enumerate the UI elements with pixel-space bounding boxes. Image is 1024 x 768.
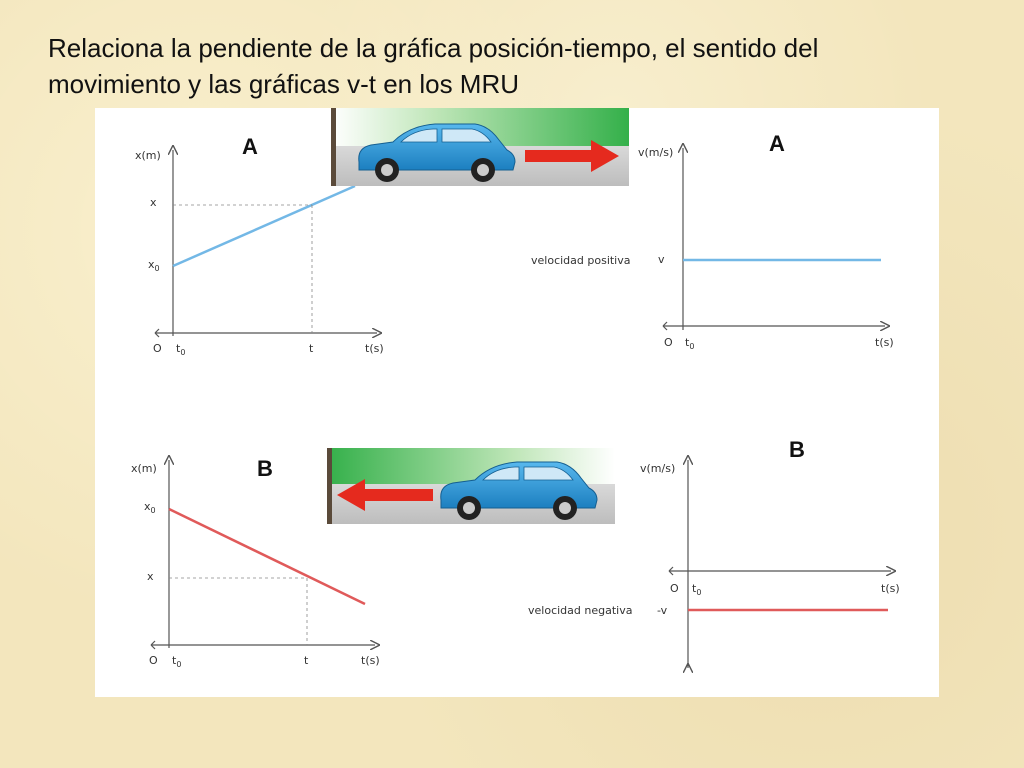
vt-b-origin: O [670, 582, 679, 595]
vt-b-y-label: v(m/s) [640, 462, 676, 475]
vt-b-letter: B [789, 437, 805, 462]
xt-b-x0-tick: $x_0$ [144, 500, 156, 515]
xt-a-x-tick: x [150, 196, 157, 209]
slide-title [48, 30, 998, 102]
car-picture-a [331, 108, 629, 186]
xt-b-y-label: x(m) [131, 462, 157, 475]
xt-b-x-label: t(s) [361, 654, 380, 667]
title-line-2: movimiento y las gráficas v-t en los MRU [48, 69, 520, 99]
xt-b-origin: O [149, 654, 158, 667]
xt-b-x-tick: x [147, 570, 154, 583]
title-line-1: Relaciona la pendiente de la gráfica posición-tiempo, el sentido del [48, 33, 819, 63]
figure-svg [95, 108, 939, 697]
car-picture-b [327, 448, 615, 524]
vt-b-caption: velocidad negativa [528, 604, 633, 617]
xt-b-t0-tick: $t_0$ [172, 654, 182, 669]
xt-a-t0-tick: $t_0$ [176, 342, 186, 357]
vt-a-letter: A [769, 131, 785, 156]
vt-a-caption: velocidad positiva [531, 254, 631, 267]
vt-a-t0-tick: $t_0$ [685, 336, 695, 351]
xt-a-t-tick: t [309, 342, 314, 355]
xt-a-letter: A [242, 134, 258, 159]
xt-a-x-label: t(s) [365, 342, 384, 355]
xt-a-origin: O [153, 342, 162, 355]
vt-a-v-tick: v [658, 253, 665, 266]
xt-b-t-tick: t [304, 654, 309, 667]
vt-a-x-label: t(s) [875, 336, 894, 349]
vt-b-v-tick: -v [657, 604, 668, 617]
xt-a-x0-tick: $x_0$ [148, 258, 160, 273]
xt-b-letter: B [257, 456, 273, 481]
vt-b-t0-tick: $t_0$ [692, 582, 702, 597]
xt-a-y-label: x(m) [135, 149, 161, 162]
xt-a-position-line [173, 186, 355, 266]
vt-a-origin: O [664, 336, 673, 349]
figure-panel [95, 108, 939, 697]
vt-a-y-label: v(m/s) [638, 146, 674, 159]
vt-b-x-label: t(s) [881, 582, 900, 595]
